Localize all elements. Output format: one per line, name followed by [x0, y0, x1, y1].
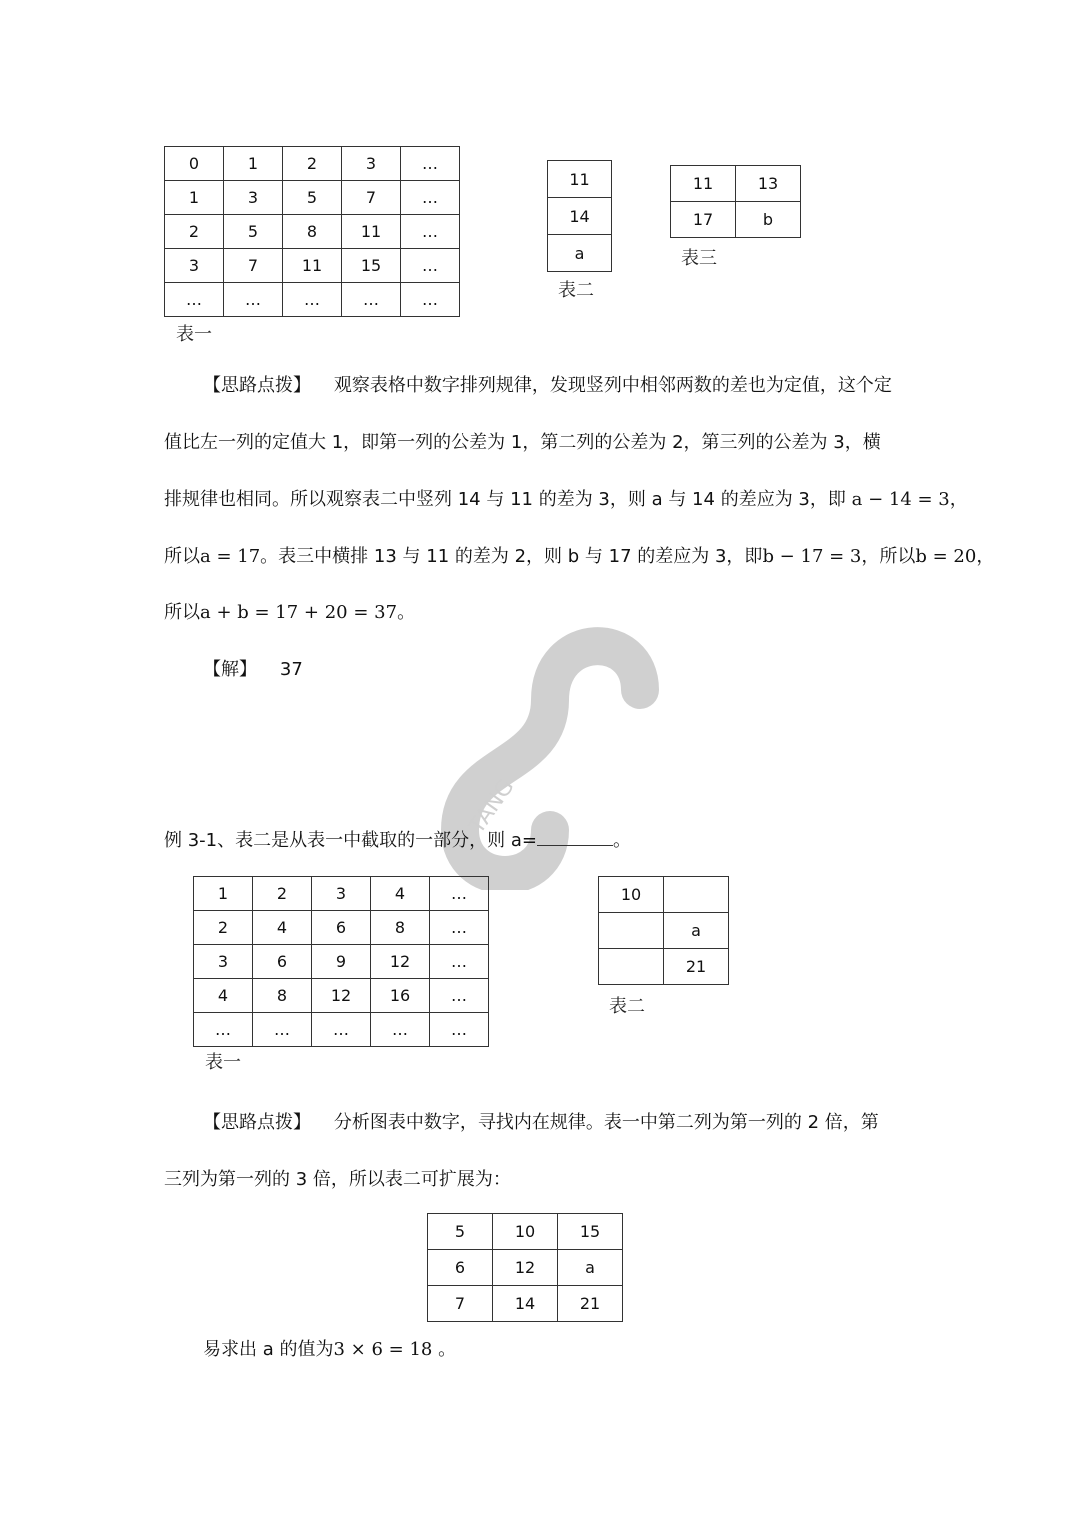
ex2-table1 — [193, 876, 489, 1047]
ex2-result-eq: 3 × 6 = 18 — [333, 1339, 433, 1360]
ex1-eq-b: b = 20 — [915, 546, 977, 567]
table-cell: … — [283, 283, 342, 317]
table-cell: … — [401, 283, 460, 317]
table-cell: … — [401, 215, 460, 249]
table-cell: … — [194, 1013, 253, 1047]
ex1-hint-text3b: ， — [949, 489, 968, 510]
ex1-table3-caption: 表三 — [681, 248, 717, 269]
table-cell: a — [558, 1250, 623, 1286]
table-cell: … — [401, 147, 460, 181]
ex1-table2-body — [548, 161, 612, 272]
table-row — [165, 283, 460, 317]
table-row — [599, 949, 729, 985]
ex2-hint-label: 【思路点拨】 — [203, 1112, 311, 1133]
table-cell: 5 — [283, 181, 342, 215]
ex2-question-suffix: 。 — [612, 830, 631, 851]
table-cell: 6 — [312, 911, 371, 945]
table-cell: 2 — [165, 215, 224, 249]
ex1-hint-text3a: 排规律也相同。所以观察表二中竖列 14 与 11 的差为 3，则 a 与 14 的差应为 3，即 — [164, 489, 846, 510]
table-cell: 15 — [342, 249, 401, 283]
table-cell: 17 — [671, 202, 736, 238]
table-row — [671, 166, 801, 202]
table-cell: 11 — [342, 215, 401, 249]
table-cell: a — [548, 235, 612, 272]
table-cell: a — [664, 913, 729, 949]
ex2-result-suffix: 。 — [438, 1339, 457, 1360]
table-cell: 16 — [371, 979, 430, 1013]
ex1-eq-a-minus-14: a − 14 = 3 — [851, 489, 950, 510]
ex1-table1-body — [165, 147, 460, 317]
table-cell: 15 — [558, 1214, 623, 1250]
ex1-hint-text5b: 。 — [397, 602, 416, 623]
ex2-table1-body — [194, 877, 489, 1047]
table-cell: 6 — [253, 945, 312, 979]
ex1-hint-text4b: 。表三中横排 13 与 11 的差为 2，则 b 与 17 的差应为 3，即 — [260, 546, 763, 567]
ex1-hint-text5a: 所以 — [164, 602, 200, 623]
table-row — [428, 1250, 623, 1286]
table-cell: 8 — [283, 215, 342, 249]
ex1-table3 — [670, 165, 801, 238]
ex1-eq-a: a = 17 — [200, 546, 261, 567]
table-cell: … — [430, 877, 489, 911]
table-cell: … — [401, 181, 460, 215]
table-cell: 12 — [312, 979, 371, 1013]
ex2-hint-line1 — [203, 1111, 879, 1135]
table-cell: 5 — [428, 1214, 493, 1250]
ex2-table2-caption: 表二 — [609, 996, 645, 1017]
ex2-question — [164, 829, 631, 853]
table-cell: 11 — [283, 249, 342, 283]
table-cell: … — [430, 979, 489, 1013]
table-cell: 10 — [599, 877, 664, 913]
table-cell: 7 — [428, 1286, 493, 1322]
table-row — [165, 215, 460, 249]
table-cell: 21 — [558, 1286, 623, 1322]
ex1-hint-line1 — [203, 374, 892, 398]
watermark-text: TANG — [464, 774, 520, 839]
table-cell: 12 — [493, 1250, 558, 1286]
ex1-hint-text4c: ，所以 — [861, 546, 916, 567]
table-cell: 3 — [194, 945, 253, 979]
table-cell: 12 — [371, 945, 430, 979]
table-cell: 14 — [548, 198, 612, 235]
table-cell: 1 — [224, 147, 283, 181]
table-row — [165, 181, 460, 215]
table-row — [548, 161, 612, 198]
table-row — [671, 202, 801, 238]
table-cell — [664, 877, 729, 913]
table-cell: … — [224, 283, 283, 317]
table-cell: 5 — [224, 215, 283, 249]
table-cell: 0 — [165, 147, 224, 181]
table-cell: 2 — [194, 911, 253, 945]
table-row — [428, 1286, 623, 1322]
table-cell: 3 — [165, 249, 224, 283]
table-cell: 3 — [342, 147, 401, 181]
table-row — [194, 911, 489, 945]
table-row — [548, 198, 612, 235]
ex1-hint-text4a: 所以 — [164, 546, 200, 567]
table-cell: 9 — [312, 945, 371, 979]
table-cell: 3 — [224, 181, 283, 215]
table-cell: … — [430, 945, 489, 979]
table-row — [599, 913, 729, 949]
ex1-hint-line5 — [164, 601, 415, 625]
ex1-answer-value: 37 — [279, 659, 303, 680]
table-cell: 21 — [664, 949, 729, 985]
ex2-result-text: 易求出 a 的值为 — [203, 1339, 334, 1360]
ex1-table3-body — [671, 166, 801, 238]
table-row — [548, 235, 612, 272]
table-cell: 13 — [736, 166, 801, 202]
table-cell: 8 — [371, 911, 430, 945]
ex2-table2-body — [599, 877, 729, 985]
ex2-table2 — [598, 876, 729, 985]
ex1-hint-text4d: ， — [976, 546, 995, 567]
ex1-eq-b-minus-17: b − 17 = 3 — [762, 546, 862, 567]
table-cell: 8 — [253, 979, 312, 1013]
table-cell: 1 — [194, 877, 253, 911]
table-cell: 11 — [671, 166, 736, 202]
table-row — [194, 945, 489, 979]
table-cell: 4 — [253, 911, 312, 945]
ex1-hint-line3 — [164, 488, 968, 512]
table-cell: b — [736, 202, 801, 238]
ex1-table1-caption: 表一 — [176, 324, 212, 345]
table-cell: 2 — [283, 147, 342, 181]
table-cell: 7 — [224, 249, 283, 283]
ex1-hint-text1: 观察表格中数字排列规律，发现竖列中相邻两数的差也为定值，这个定 — [333, 375, 892, 396]
table-cell: 4 — [371, 877, 430, 911]
ex2-table3 — [427, 1213, 623, 1322]
ex2-table3-body — [428, 1214, 623, 1322]
ex1-answer — [203, 658, 303, 682]
table-cell: 2 — [253, 877, 312, 911]
ex1-table1 — [164, 146, 460, 317]
table-cell: … — [401, 249, 460, 283]
table-cell: … — [371, 1013, 430, 1047]
table-cell: … — [165, 283, 224, 317]
table-cell: 11 — [548, 161, 612, 198]
table-cell: 4 — [194, 979, 253, 1013]
table-cell: 7 — [342, 181, 401, 215]
table-row — [194, 979, 489, 1013]
table-cell: 6 — [428, 1250, 493, 1286]
table-cell — [599, 949, 664, 985]
table-row — [599, 877, 729, 913]
ex1-table2 — [547, 160, 612, 272]
table-row — [194, 1013, 489, 1047]
ex1-table2-caption: 表二 — [558, 280, 594, 301]
answer-blank — [537, 829, 613, 846]
table-row — [194, 877, 489, 911]
table-cell: … — [312, 1013, 371, 1047]
table-cell: … — [430, 1013, 489, 1047]
table-cell: … — [430, 911, 489, 945]
ex1-hint-line4 — [164, 545, 994, 569]
ex2-table1-caption: 表一 — [205, 1052, 241, 1073]
ex2-hint-line2: 三列为第一列的 3 倍，所以表二可扩展为： — [164, 1169, 511, 1190]
ex1-eq-sum: a + b = 17 + 20 = 37 — [200, 602, 398, 623]
table-cell: 14 — [493, 1286, 558, 1322]
table-cell — [599, 913, 664, 949]
table-cell: 1 — [165, 181, 224, 215]
ex1-hint-line2: 值比左一列的定值大 1，即第一列的公差为 1，第二列的公差为 2，第三列的公差为 3，横 — [164, 432, 881, 453]
ex1-hint-label: 【思路点拨】 — [203, 375, 311, 396]
ex1-answer-label: 【解】 — [203, 659, 257, 680]
table-cell: 3 — [312, 877, 371, 911]
table-cell: … — [342, 283, 401, 317]
ex2-question-text: 例 3-1、表二是从表一中截取的一部分，则 a= — [164, 830, 537, 851]
ex2-hint-text1: 分析图表中数字，寻找内在规律。表一中第二列为第一列的 2 倍，第 — [333, 1112, 879, 1133]
ex2-result — [203, 1338, 456, 1362]
table-row — [428, 1214, 623, 1250]
table-cell: 10 — [493, 1214, 558, 1250]
table-cell: … — [253, 1013, 312, 1047]
table-row — [165, 249, 460, 283]
table-row — [165, 147, 460, 181]
